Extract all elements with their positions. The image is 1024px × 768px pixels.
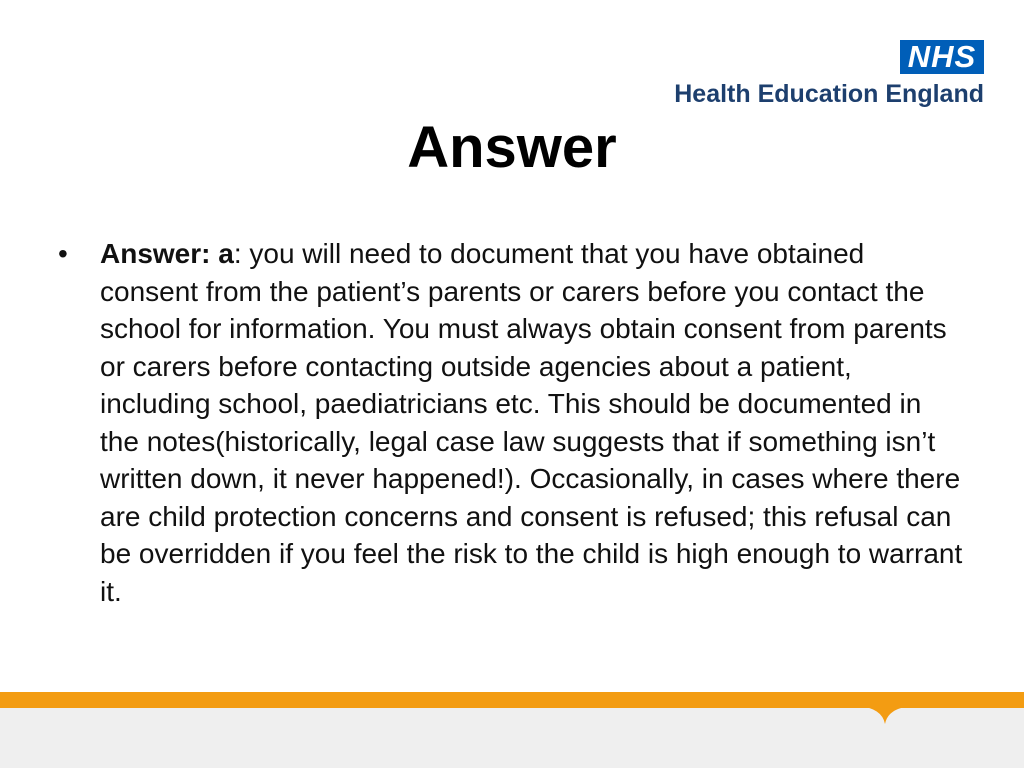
hee-logo bbox=[639, 40, 984, 110]
slide-body bbox=[58, 235, 968, 610]
nhs-logo-box: NHS bbox=[900, 40, 984, 74]
answer-body: : you will need to document that you have obtained consent from the patient’s parents or carers before you contact the school for information. You must always obtain consent from parents or carers before contacting outside agencies about a patient, including school, paediatricians etc. This should be documented in the notes(historically, legal case law suggests that if something isn’t written down, it never happened!). Occasionally, in cases where there are child protection concerns and consent is refused; this refusal can be overridden if you feel the risk to the child is high enough to warrant it. bbox=[100, 238, 963, 607]
hee-wordmark: Health Education England bbox=[674, 80, 984, 108]
bullet-icon: • bbox=[58, 238, 68, 269]
bullet-item bbox=[58, 235, 968, 610]
slide-title: Answer bbox=[407, 115, 617, 180]
answer-lead: Answer: a bbox=[100, 238, 234, 269]
bullet-text bbox=[100, 238, 962, 607]
footer-notch-icon bbox=[858, 706, 912, 724]
